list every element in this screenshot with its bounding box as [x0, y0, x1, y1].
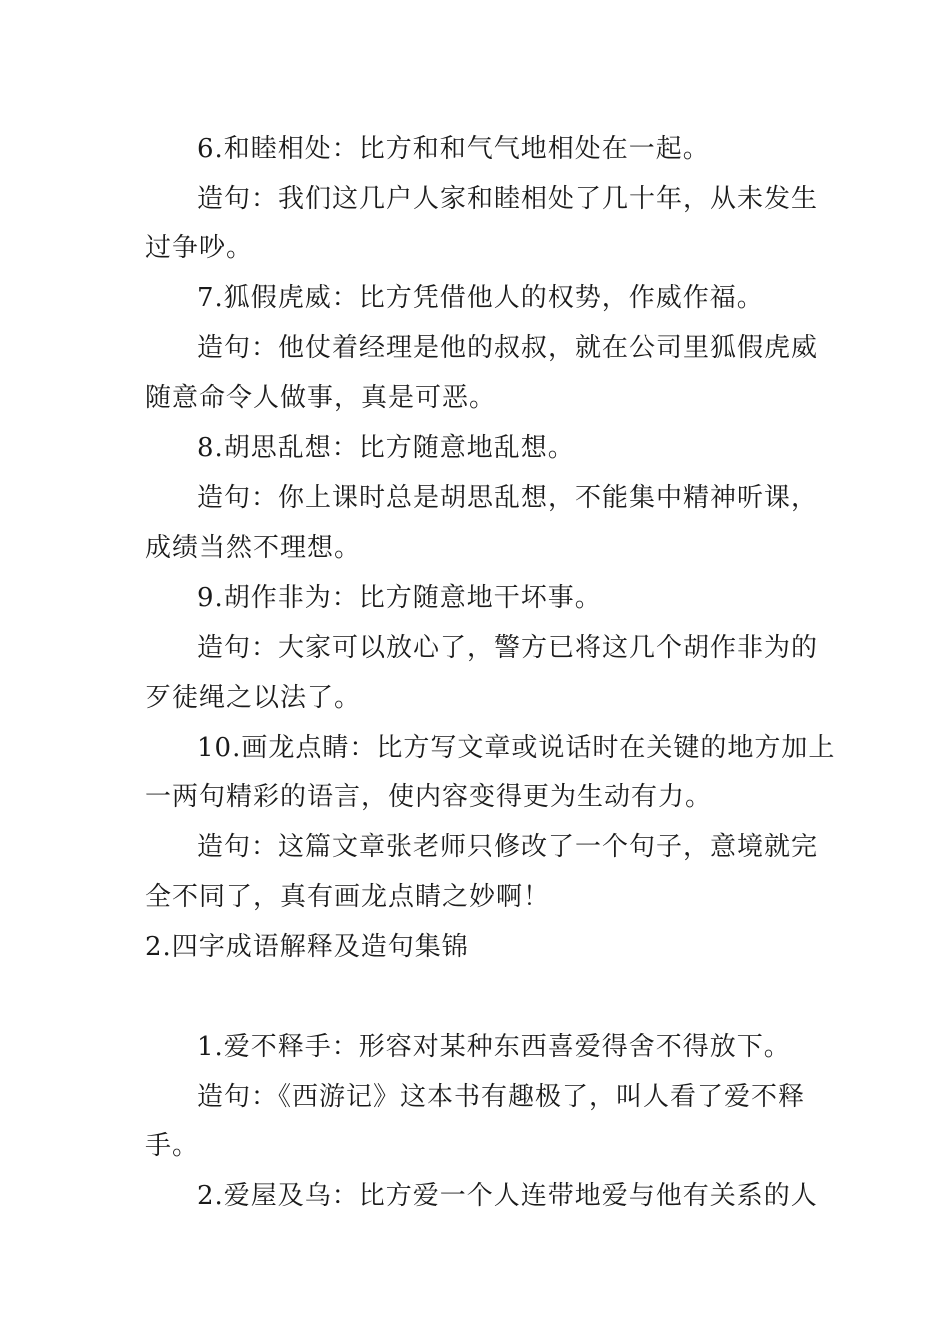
entry-8-example-line-2: 成绩当然不理想。 [145, 533, 362, 563]
entry-10-definition-line-2: 一两句精彩的语言，使内容变得更为生动有力。 [145, 782, 713, 812]
entry-7-example-line-2: 随意命令人做事，真是可恶。 [145, 383, 497, 413]
entry-6-definition: 6.和睦相处：比方和和气气地相处在一起。 [197, 134, 710, 164]
entry-1-example-line-2: 手。 [145, 1131, 200, 1161]
entry-10-example-line-1: 造句：这篇文章张老师只修改了一个句子，意境就完 [197, 832, 819, 862]
entry-9-example-line-1: 造句：大家可以放心了，警方已将这几个胡作非为的 [197, 633, 819, 663]
entry-7-example-line-1: 造句：他仗着经理是他的叔叔，就在公司里狐假虎威 [197, 333, 819, 363]
entry-6-example-line-2: 过争吵。 [145, 233, 254, 263]
entry-8-definition: 8.胡思乱想：比方随意地乱想。 [197, 433, 575, 463]
entry-10-definition-line-1: 10.画龙点睛：比方写文章或说话时在关键的地方加上 [197, 733, 836, 763]
section-heading: 2.四字成语解释及造句集锦 [145, 932, 469, 962]
entry-7-definition: 7.狐假虎威：比方凭借他人的权势，作威作福。 [197, 283, 764, 313]
entry-9-example-line-2: 歹徒绳之以法了。 [145, 683, 362, 713]
entry-9-definition: 9.胡作非为：比方随意地干坏事。 [197, 583, 602, 613]
entry-6-example-line-1: 造句：我们这几户人家和睦相处了几十年，从未发生 [197, 184, 819, 214]
entry-8-example-line-1: 造句：你上课时总是胡思乱想，不能集中精神听课， [197, 483, 819, 513]
entry-10-example-line-2: 全不同了，真有画龙点睛之妙啊！ [145, 882, 551, 912]
entry-1-definition: 1.爱不释手：形容对某种东西喜爱得舍不得放下。 [197, 1032, 791, 1062]
entry-1-example-line-1: 造句：《西游记》这本书有趣极了，叫人看了爱不释 [197, 1082, 806, 1112]
entry-2-definition: 2.爱屋及乌：比方爱一个人连带地爱与他有关系的人 [197, 1181, 818, 1211]
